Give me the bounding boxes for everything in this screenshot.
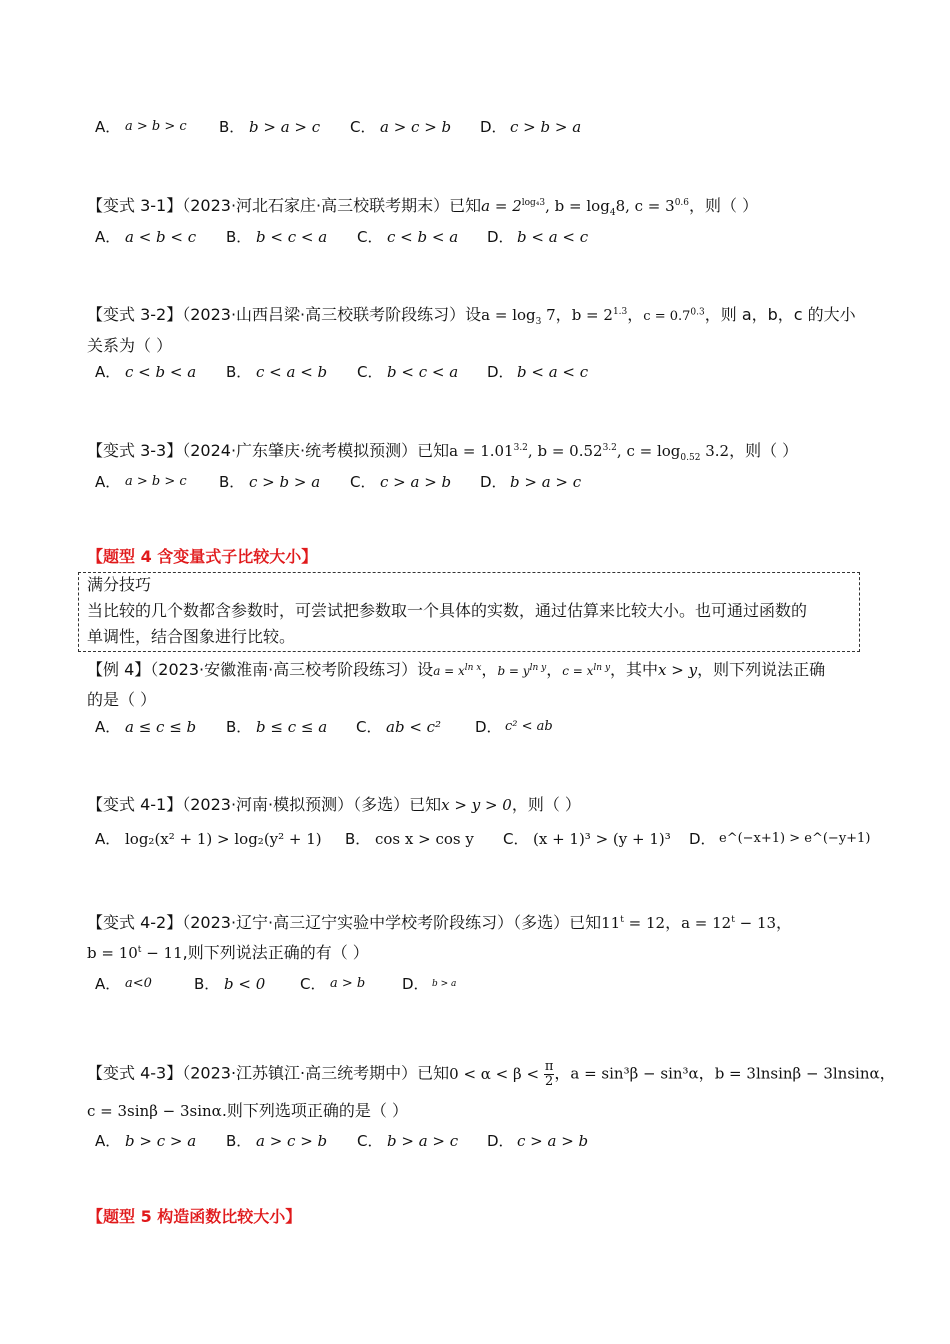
math-expr: $a = 2^{log_43}$, $b = \log_48$, $c = 3^{0.6}$ xyxy=(481,197,690,218)
question-4-1 xyxy=(87,794,581,816)
question-4-2: 【变式 4-2】（2023·辽宁·高三辽宁实验中学校考阶段练习）（多选）已知$11^t = 12$，$a = 12^t - 13$， xyxy=(87,913,793,932)
question-3-3 xyxy=(87,440,798,462)
question-tag: 【变式 3-1】 xyxy=(87,196,183,215)
tip-line-1: 当比较的几个数都含参数时，可尝试把参数取一个具体的实数，通过估算来比较大小。也可通过函数的 xyxy=(87,601,808,620)
option-c-label: C． xyxy=(357,228,383,246)
option-d-value: b > a xyxy=(432,979,457,989)
option-c-value: c < b < a xyxy=(387,228,459,246)
option-b-label: B． xyxy=(226,718,252,736)
option-d-value: b < a < c xyxy=(517,363,589,381)
option-c-label: C． xyxy=(503,830,529,848)
option-d-value: e^(−x+1) > e^(−y+1) xyxy=(719,831,871,846)
option-b-value: b ≤ c ≤ a xyxy=(256,718,328,736)
math-a: $a = 12^t - 13$ xyxy=(681,914,777,932)
math-a: $a = x^{ln x}$ xyxy=(433,663,482,678)
option-a-value: a ≤ c ≤ b xyxy=(125,718,197,736)
question-tail: ，则 a，b，c 的大小 xyxy=(704,305,856,324)
example-4-cont: 的是（ ） xyxy=(87,690,157,709)
option-c-value: b > a > c xyxy=(387,1132,459,1150)
option-a-label: A． xyxy=(95,118,121,136)
question-source: （2023·江苏镇江·高三统考期中）已知 xyxy=(182,1063,450,1083)
example-4: 【例 4】（2023·安徽淮南·高三校考阶段练习）设$a = x^{ln x}$，$b = y^{ln y}$，$c = x^{ln y}$，其中x > y，则下列说法正确 xyxy=(87,660,826,679)
question-tail: ，则（ ） xyxy=(689,196,759,215)
option-b-value: c < a < b xyxy=(256,363,328,381)
option-a-label: A． xyxy=(95,718,121,736)
option-d-label: D． xyxy=(487,1132,514,1150)
option-a-label: A． xyxy=(95,473,121,491)
question-tag: 【变式 4-2】 xyxy=(87,913,183,932)
option-c-label: C． xyxy=(357,1132,383,1150)
question-tag: 【变式 4-3】 xyxy=(87,1063,183,1083)
option-b-label: B． xyxy=(219,118,245,136)
section-heading-5: 【题型 5 构造函数比较大小】 xyxy=(87,1207,302,1226)
math-b: $b = 2^{1.3}$ xyxy=(571,306,628,324)
math-cond: x > y > 0 xyxy=(441,796,512,814)
math-e1: $11^t = 12$ xyxy=(601,914,666,932)
option-c-label: C． xyxy=(357,363,383,381)
option-a-label: A． xyxy=(95,830,121,848)
option-a-label: A． xyxy=(95,975,121,993)
question-4-3-cont xyxy=(87,1100,408,1122)
question-tail: ,则下列说法正确的有（ ） xyxy=(182,943,369,962)
option-c-value: ab < c² xyxy=(386,718,442,736)
tip-line-2: 单调性，结合图象进行比较。 xyxy=(87,627,296,646)
math-cond: x > y xyxy=(658,661,698,679)
option-c-label: C． xyxy=(350,473,376,491)
option-b-value: cos x > cos y xyxy=(375,830,474,848)
question-4-3: 【变式 4-3】（2023·江苏镇江·高三统考期中）已知0 < α < β < $\frac{\pi}{2}$ ，a = sin³β − sin³α，b = 3lnsinβ − 3lnsinα， xyxy=(87,1059,896,1089)
option-d-label: D． xyxy=(475,718,502,736)
question-tag: 【例 4】 xyxy=(87,660,151,679)
math-c: c = 3sinβ − 3sinα xyxy=(87,1102,222,1120)
question-source: （2023·河北石家庄·高三校联考期末）已知 xyxy=(182,196,482,215)
math-a: $a = \log_3 7$ xyxy=(481,306,556,327)
question-source: （2023·辽宁·高三辽宁实验中学校考阶段练习）（多选）已知 xyxy=(182,913,602,932)
question-tail: ，则下列说法正确 xyxy=(697,660,826,679)
question-tag: 【变式 3-3】 xyxy=(87,441,183,460)
option-b-label: B． xyxy=(345,830,371,848)
math-c: $c = 0.7^{0.3}$ xyxy=(643,307,705,324)
option-a-value: a > b > c xyxy=(125,119,187,134)
option-d-value: c > a > b xyxy=(517,1132,589,1150)
option-a-value: b > c > a xyxy=(125,1132,197,1150)
math-expr: $a = 1.01^{3.2}$, $b = 0.52^{3.2}$, $c = \log_{0.52} 3.2$ xyxy=(449,442,730,463)
math-b: $b = y^{ln y}$ xyxy=(497,663,547,678)
option-d-value: c > b > a xyxy=(510,118,582,136)
math-a: a = sin³β − sin³α xyxy=(570,1064,699,1083)
math-c: $c = x^{ln y}$ xyxy=(562,663,611,678)
option-a-value: a > b > c xyxy=(125,474,187,489)
option-b-value: a > c > b xyxy=(256,1132,328,1150)
question-3-1 xyxy=(87,195,758,217)
math-b: $b = 10^t - 11$ xyxy=(87,944,183,962)
option-a-value: c < b < a xyxy=(125,363,197,381)
option-d-label: D． xyxy=(487,228,514,246)
question-source: （2023·河南·模拟预测）（多选）已知 xyxy=(182,795,442,814)
question-tag: 【变式 4-1】 xyxy=(87,795,183,814)
option-c-value: c > a > b xyxy=(380,473,452,491)
option-a-label: A． xyxy=(95,228,121,246)
question-tag: 【变式 3-2】 xyxy=(87,305,183,324)
question-3-2-cont: 关系为（ ） xyxy=(87,336,173,355)
question-mid: ，其中 xyxy=(610,660,659,679)
option-b-value: b > a > c xyxy=(249,118,321,136)
question-4-2-cont xyxy=(87,942,369,964)
option-b-value: b < 0 xyxy=(224,975,266,993)
question-tail: .则下列选项正确的是（ ） xyxy=(221,1101,408,1120)
option-c-label: C． xyxy=(356,718,382,736)
option-b-value: c > b > a xyxy=(249,473,321,491)
option-c-value: a > b xyxy=(330,976,366,991)
pi-over-two-fraction: $\frac{\pi}{2}$ xyxy=(544,1059,554,1089)
option-d-label: D． xyxy=(487,363,514,381)
option-d-value: b < a < c xyxy=(517,228,589,246)
option-d-value: b > a > c xyxy=(510,473,582,491)
question-tail: ，则（ ） xyxy=(729,441,799,460)
option-c-label: C． xyxy=(300,975,326,993)
option-c-value: b < c < a xyxy=(387,363,459,381)
option-b-label: B． xyxy=(194,975,220,993)
question-tail: ，则（ ） xyxy=(511,795,581,814)
option-d-label: D． xyxy=(480,118,507,136)
option-b-label: B． xyxy=(226,1132,252,1150)
option-d-label: D． xyxy=(402,975,429,993)
question-3-2: 【变式 3-2】（2023·山西吕梁·高三校联考阶段练习）设$a = \log_3 7$，$b = 2^{1.3}$，$c = 0.7^{0.3}$，则 a，b，c 的大小 xyxy=(87,305,856,327)
math-b: b = 3lnsinβ − 3lnsinα xyxy=(714,1064,880,1083)
tip-title: 满分技巧 xyxy=(87,575,152,594)
option-a-value: log₂(x² + 1) > log₂(y² + 1) xyxy=(125,830,322,848)
option-c-value: a > c > b xyxy=(380,118,452,136)
option-a-value: a < b < c xyxy=(125,228,197,246)
option-a-label: A． xyxy=(95,1132,121,1150)
question-source: （2023·安徽淮南·高三校考阶段练习）设 xyxy=(150,660,434,679)
question-source: （2023·山西吕梁·高三校联考阶段练习）设 xyxy=(182,305,482,324)
option-d-label: D． xyxy=(689,830,716,848)
option-c-label: C． xyxy=(350,118,376,136)
question-source: （2024·广东肇庆·统考模拟预测）已知 xyxy=(182,441,450,460)
math-cond: 0 < α < β < $\frac{\pi}{2}$ xyxy=(449,1059,554,1089)
option-a-value: a<0 xyxy=(125,976,152,991)
option-b-value: b < c < a xyxy=(256,228,328,246)
option-b-label: B． xyxy=(219,473,245,491)
option-b-label: B． xyxy=(226,363,252,381)
section-heading-4: 【题型 4 含变量式子比较大小】 xyxy=(87,547,318,566)
option-c-value: (x + 1)³ > (y + 1)³ xyxy=(533,830,671,848)
option-b-label: B． xyxy=(226,228,252,246)
option-a-label: A． xyxy=(95,363,121,381)
option-d-value: c² < ab xyxy=(505,719,553,734)
option-d-label: D． xyxy=(480,473,507,491)
